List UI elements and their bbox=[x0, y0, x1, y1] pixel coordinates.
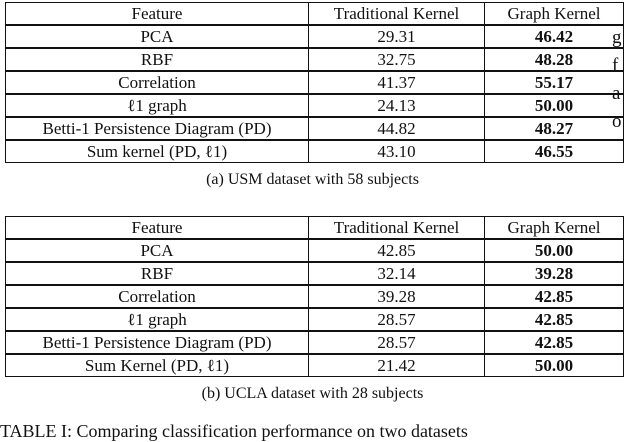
traditional-cell: 39.28 bbox=[309, 285, 485, 308]
feature-cell: ℓ1 graph bbox=[6, 308, 309, 331]
header-traditional-kernel: Traditional Kernel bbox=[309, 217, 485, 240]
feature-cell: Sum Kernel (PD, ℓ1) bbox=[6, 354, 309, 377]
feature-cell: Correlation bbox=[6, 71, 309, 94]
table-row bbox=[6, 354, 624, 377]
graph-cell: 46.55 bbox=[485, 140, 624, 163]
table-header-row bbox=[6, 217, 624, 240]
traditional-cell: 42.85 bbox=[309, 239, 485, 262]
header-graph-kernel: Graph Kernel bbox=[485, 3, 624, 26]
header-feature: Feature bbox=[6, 217, 309, 240]
usm-results-table bbox=[5, 2, 624, 163]
table-row bbox=[6, 94, 624, 117]
header-graph-kernel: Graph Kernel bbox=[485, 217, 624, 240]
graph-cell: 39.28 bbox=[485, 262, 624, 285]
graph-cell: 42.85 bbox=[485, 308, 624, 331]
graph-cell: 50.00 bbox=[485, 94, 624, 117]
side-letter: f bbox=[612, 55, 619, 76]
graph-cell: 48.28 bbox=[485, 48, 624, 71]
table-row bbox=[6, 262, 624, 285]
traditional-cell: 43.10 bbox=[309, 140, 485, 163]
feature-cell: Sum kernel (PD, ℓ1) bbox=[6, 140, 309, 163]
traditional-cell: 21.42 bbox=[309, 354, 485, 377]
adjacent-column-text bbox=[612, 24, 622, 136]
feature-cell: Betti-1 Persistence Diagram (PD) bbox=[6, 117, 309, 140]
table-row bbox=[6, 48, 624, 71]
traditional-cell: 41.37 bbox=[309, 71, 485, 94]
table-row bbox=[6, 117, 624, 140]
traditional-cell: 28.57 bbox=[309, 308, 485, 331]
graph-cell: 46.42 bbox=[485, 25, 624, 48]
feature-cell: RBF bbox=[6, 262, 309, 285]
table-row bbox=[6, 331, 624, 354]
feature-cell: ℓ1 graph bbox=[6, 94, 309, 117]
side-letter: o bbox=[612, 111, 622, 132]
table-header-row bbox=[6, 3, 624, 26]
table-row bbox=[6, 239, 624, 262]
header-feature: Feature bbox=[6, 3, 309, 26]
side-letter: a bbox=[612, 83, 621, 104]
feature-cell: Correlation bbox=[6, 285, 309, 308]
table-title: TABLE I: Comparing classification performance on two datasets bbox=[0, 421, 468, 441]
table-row bbox=[6, 25, 624, 48]
graph-cell: 55.17 bbox=[485, 71, 624, 94]
graph-cell: 48.27 bbox=[485, 117, 624, 140]
usm-table-caption: (a) USM dataset with 58 subjects bbox=[206, 171, 419, 188]
header-traditional-kernel: Traditional Kernel bbox=[309, 3, 485, 26]
table-row bbox=[6, 308, 624, 331]
traditional-cell: 29.31 bbox=[309, 25, 485, 48]
traditional-cell: 32.75 bbox=[309, 48, 485, 71]
table-row bbox=[6, 285, 624, 308]
graph-cell: 42.85 bbox=[485, 331, 624, 354]
feature-cell: PCA bbox=[6, 239, 309, 262]
traditional-cell: 32.14 bbox=[309, 262, 485, 285]
traditional-cell: 44.82 bbox=[309, 117, 485, 140]
table-row bbox=[6, 140, 624, 163]
feature-cell: RBF bbox=[6, 48, 309, 71]
ucla-table-caption: (b) UCLA dataset with 28 subjects bbox=[201, 385, 424, 402]
graph-cell: 50.00 bbox=[485, 239, 624, 262]
graph-cell: 50.00 bbox=[485, 354, 624, 377]
feature-cell: PCA bbox=[6, 25, 309, 48]
ucla-results-table bbox=[5, 216, 624, 377]
feature-cell: Betti-1 Persistence Diagram (PD) bbox=[6, 331, 309, 354]
side-letter: g bbox=[612, 27, 622, 48]
table-row bbox=[6, 71, 624, 94]
traditional-cell: 28.57 bbox=[309, 331, 485, 354]
traditional-cell: 24.13 bbox=[309, 94, 485, 117]
graph-cell: 42.85 bbox=[485, 285, 624, 308]
